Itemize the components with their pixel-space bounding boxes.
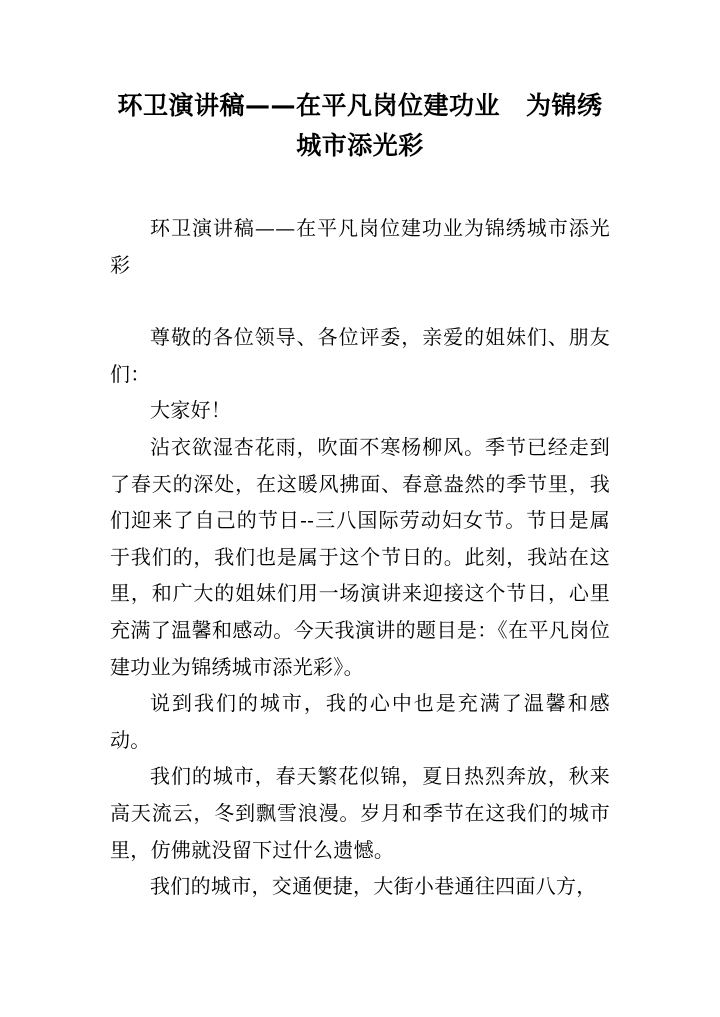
greeting-paragraph: 大家好！ bbox=[150, 398, 232, 423]
body-paragraph: 我们的城市，春天繁花似锦，夏日热烈奔放，秋来高天流云，冬到飘雪浪漫。岁月和季节在这我们的城市里，仿佛就没留下过什么遗憾。 bbox=[110, 764, 610, 862]
body-paragraph: 我们的城市，交通便捷，大街小巷通往四面八方， bbox=[150, 874, 597, 899]
title-part-2: 为锦绣城市添光彩 bbox=[296, 91, 603, 160]
body-paragraph: 说到我们的城市，我的心中也是充满了温馨和感动。 bbox=[110, 691, 610, 752]
body-paragraph: 沾衣欲湿杏花雨，吹面不寒杨柳风。季节已经走到了春天的深处，在这暖风拂面、春意盎然的季节里，我们迎来了自己的节日--三八国际劳动妇女节。节日是属于我们的，我们也是属于这个节日的。此刻，我站在这里，和广大的姐妹们用一场演讲来迎接这个节日，心里充满了温馨和感动。今天我演讲的题目是：《在平凡岗位建功业为锦绣城市添光彩》。 bbox=[110, 434, 610, 679]
title-part-1: 环卫演讲稿——在平凡岗位建功业 bbox=[117, 91, 500, 120]
document-body bbox=[110, 210, 610, 905]
document-title bbox=[108, 86, 612, 166]
salutation-paragraph: 尊敬的各位领导、各位评委，亲爱的姐妹们、朋友们： bbox=[110, 325, 610, 386]
subtitle-paragraph: 环卫演讲稿——在平凡岗位建功业为锦绣城市添光彩 bbox=[110, 216, 610, 277]
